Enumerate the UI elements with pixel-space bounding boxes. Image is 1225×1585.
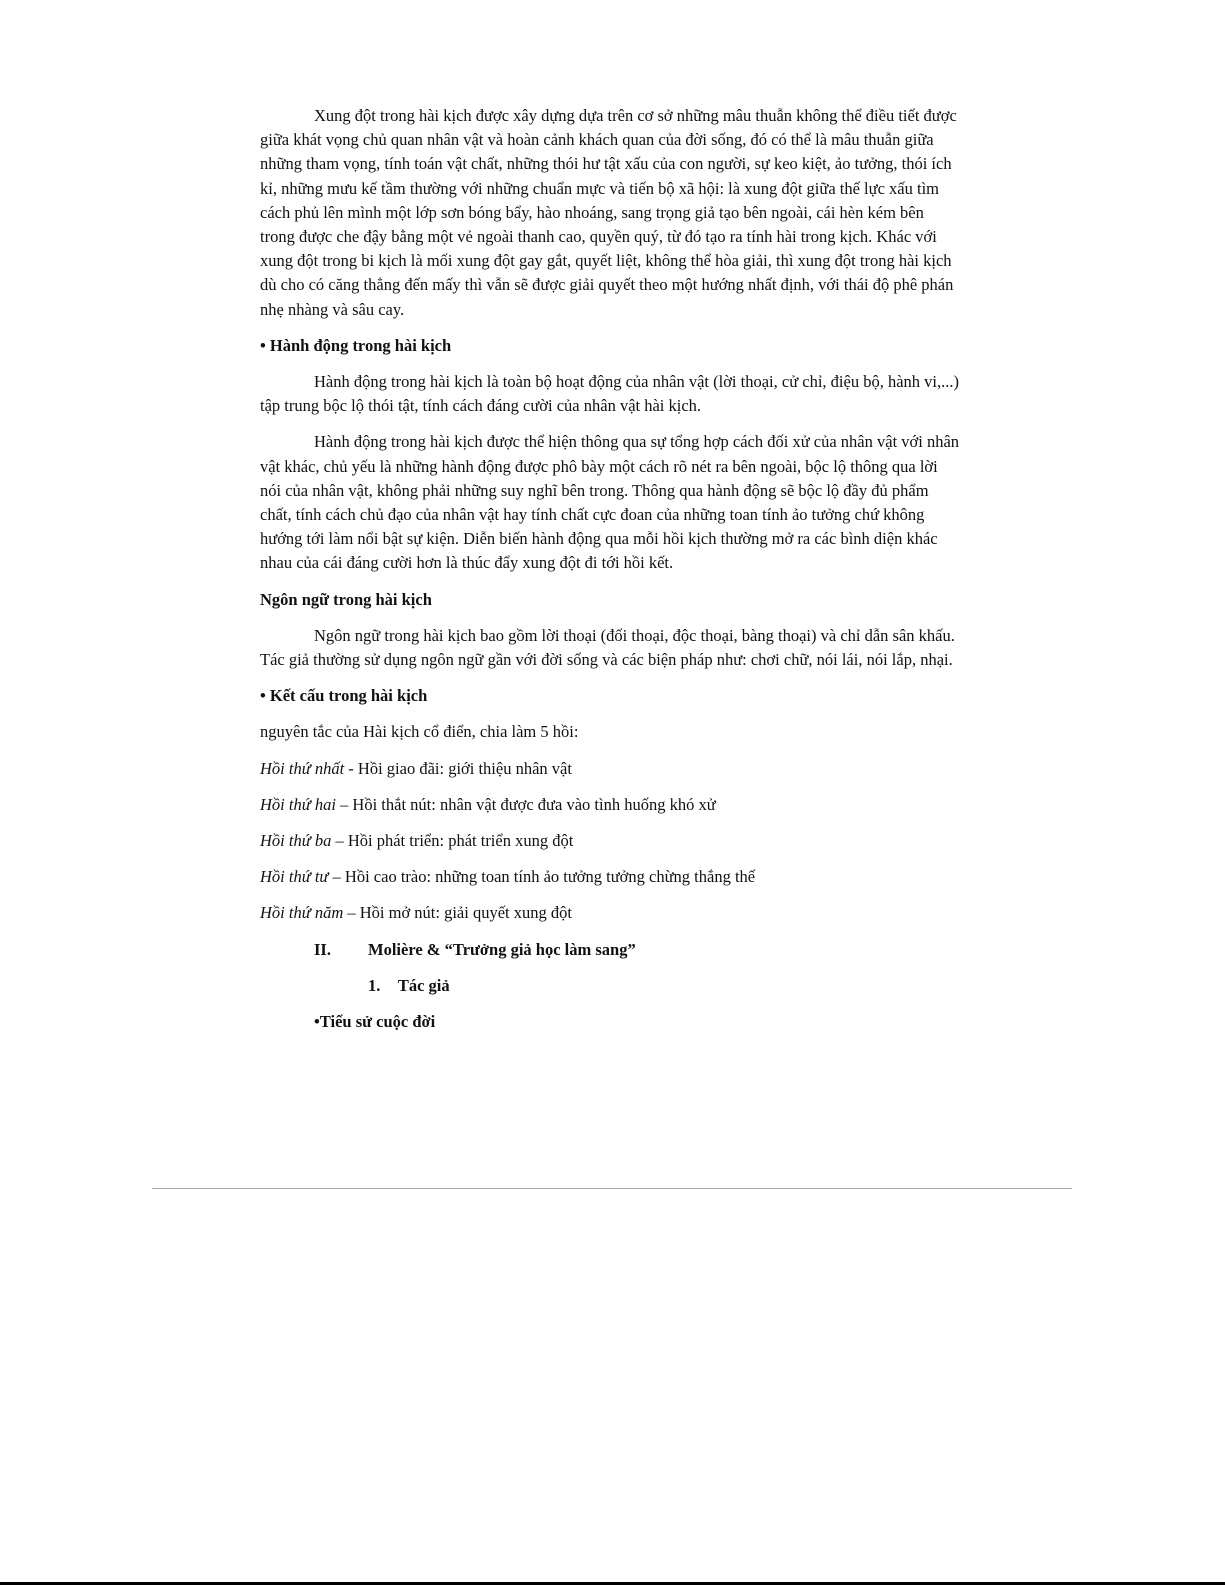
biography-heading: •Tiểu sử cuộc đời [314,1012,436,1032]
structure-intro: nguyên tắc của Hài kịch cổ điển, chia làm 5 hồi: [260,722,579,742]
subsection-number: 1. [368,975,381,995]
conflict-paragraph: Xung đột trong hài kịch được xây dựng dựa trên cơ sở những mâu thuẫn không thể điều tiết được giữa khát vọng chủ quan nhân vật và hoàn cảnh khách quan của đời sống, đó có thể là mâu thuẫn giữa những tham vọng, tính toán vật chất, những thói hư tật xấu của con người, sự keo kiệt, ảo tưởng, thói ích kỉ, những mưu kế tầm thường với những chuẩn mực và tiến bộ xã hội: là xung đột giữa thế lực xấu tìm cách phủ lên mình một lớp sơn bóng bẩy, hào nhoáng, sang trọng giả tạo bên ngoài, cái hèn kém bên trong được che đậy bằng một vẻ ngoài thanh cao, quyền quý, từ đó tạo ra tính hài trong kịch. Khác với xung đột trong bi kịch là mối xung đột gay gắt, quyết liệt, không thể hòa giải, thì xung đột trong hài kịch dù cho có căng thẳng đến mấy thì vẫn sẽ được giải quyết theo một hướng nhất định, với thái độ phê phán nhẹ nhàng và sâu cay. [260,106,957,319]
act-name-5: Hồi thứ năm [260,903,344,923]
act-text-1: - Hồi giao đãi: giới thiệu nhân vật [344,758,572,778]
section-number: II. [314,939,331,959]
act-line-4 [260,865,960,889]
page-divider [152,1188,1072,1189]
structure-heading: • Kết cấu trong hài kịch [260,686,428,706]
action-paragraph-2: Hành động trong hài kịch được thể hiện thông qua sự tổng hợp cách đối xử của nhân vật với nhân vật khác, chủ yếu là những hành động được phô bày một cách rõ nét ra bên ngoài, bộc lộ thông qua lời nói của nhân vật, không phải những suy nghĩ bên trong. Thông qua hành động sẽ bộc lộ đầy đủ phẩm chất, tính cách chủ đạo của nhân vật hay tính chất cực đoan của những toan tính ảo tưởng chứ không hướng tới làm nổi bật sự kiện. Diễn biến hành động qua mỗi hồi kịch thường mở ra các bình diện khác nhau của cái đáng cười hơn là thúc đẩy xung đột đi tới hồi kết. [260,432,960,573]
act-text-4: – Hồi cao trào: những toan tính ảo tưởng tưởng chừng thắng thế [328,867,756,887]
act-name-3: Hồi thứ ba [260,831,332,851]
action-heading: • Hành động trong hài kịch [260,335,452,355]
act-line-2 [260,793,960,817]
subsection-heading-1 [368,974,960,998]
subsection-title: Tác giả [397,975,450,995]
act-name-4: Hồi thứ tư [260,867,329,887]
act-text-2: – Hồi thắt nút: nhân vật được đưa vào tình huống khó xử [335,794,716,814]
act-line-5 [260,901,960,925]
act-line-1 [260,757,960,781]
act-text-5: – Hồi mở nút: giải quyết xung đột [343,903,572,923]
language-heading: Ngôn ngữ trong hài kịch [260,589,432,609]
act-text-3: – Hồi phát triển: phát triển xung đột [331,831,574,851]
action-paragraph-1: Hành động trong hài kịch là toàn bộ hoạt động của nhân vật (lời thoại, cử chỉ, điệu bộ, hành vi,...) tập trung bộc lộ thói tật, tính cách đáng cười của nhân vật hài kịch. [260,372,959,416]
document-page [260,104,960,1046]
section-heading-2 [314,938,960,962]
act-name-2: Hồi thứ hai [260,794,336,814]
act-line-3 [260,829,960,853]
act-name-1: Hồi thứ nhất [260,758,345,778]
language-paragraph: Ngôn ngữ trong hài kịch bao gồm lời thoại (đối thoại, độc thoại, bàng thoại) và chỉ dẫn sân khấu. Tác giả thường sử dụng ngôn ngữ gần với đời sống và các biện pháp như: chơi chữ, nói lái, nói lắp, nhại. [260,625,955,670]
section-title: Molière & “Trưởng giả học làm sang” [368,939,636,959]
